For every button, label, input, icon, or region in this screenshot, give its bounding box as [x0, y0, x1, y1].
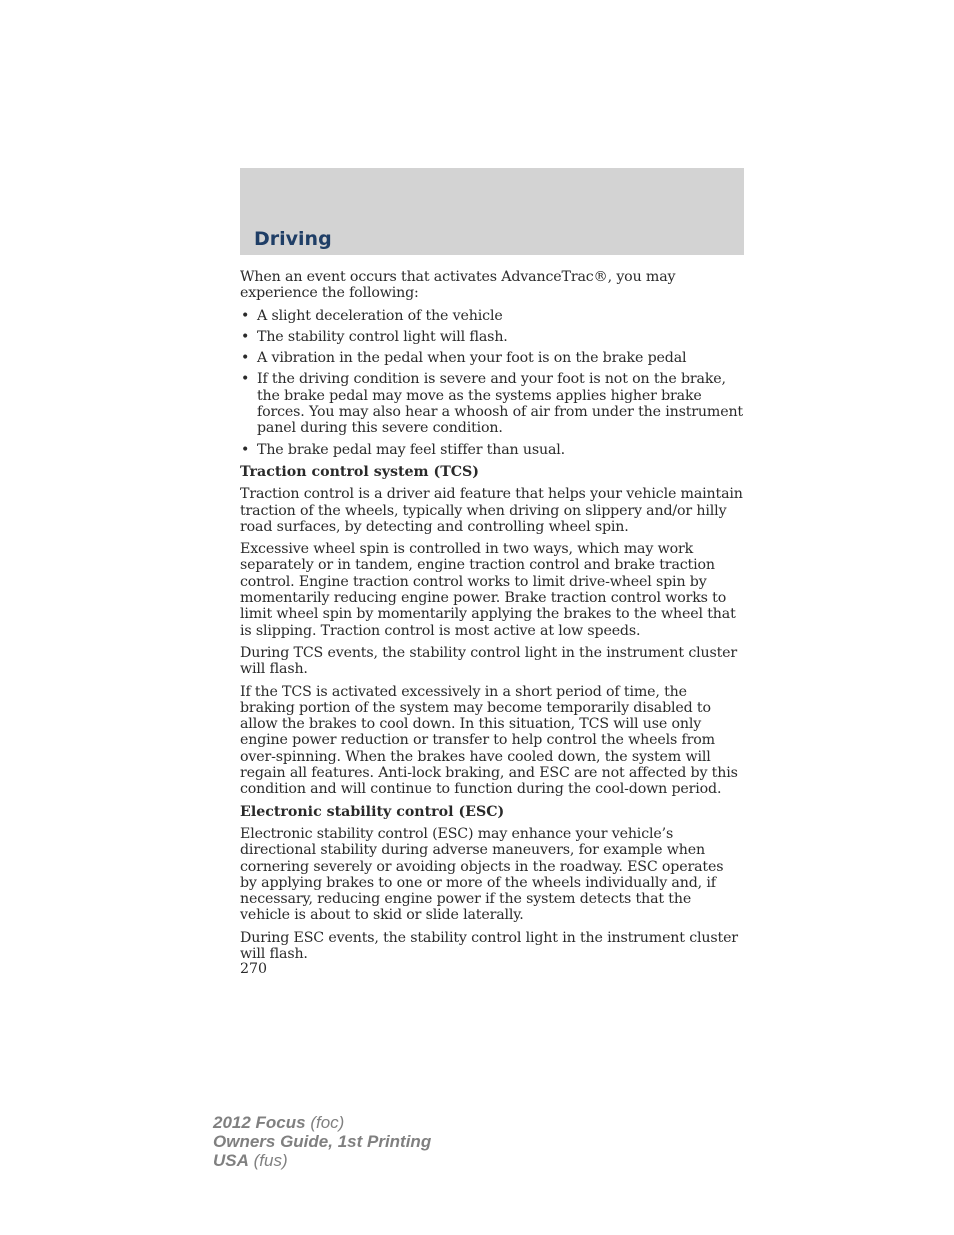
list-item: • A slight deceleration of the vehicle: [241, 307, 503, 324]
bullet-icon: •: [241, 307, 250, 324]
esc-paragraph: Electronic stability control (ESC) may enhance your vehicle’s directional stability during adverse maneuvers, for example when cornering severely or avoiding objects in the roadway. ESC operates by applying brakes to one or more of the wheels individually and, if necessary, reducing engine power if the system detects that the vehicle is about to skid or slide laterally.: [240, 825, 724, 924]
tcs-heading: Traction control system (TCS): [240, 463, 479, 480]
tcs-paragraph: Excessive wheel spin is controlled in two ways, which may work separately or in tandem, engine traction control and brake traction control. Engine traction control works to limit drive-wheel spin by momentarily reducing engine power. Brake traction control works to limit wheel spin by momentarily applying the brakes to the wheel that is slipping. Traction control is most active at low speeds.: [240, 541, 736, 639]
tcs-paragraph: During TCS events, the stability control light in the instrument cluster will flash.: [240, 644, 738, 678]
tcs-paragraph: If the TCS is activated excessively in a short period of time, the braking portion of the system may become temporarily disabled to allow the brakes to cool down. In this situation, TCS will use only engine power reduction or transfer to help control the wheels from over-spinning. When the brakes have cooled down, the system will regain all features. Anti-lock braking, and ESC are not affected by this condition and will continue to function during the cool-down period.: [240, 683, 738, 798]
document-footer: [213, 1113, 431, 1170]
intro-paragraph: When an event occurs that activates AdvanceTrac®, you may experience the following:: [240, 269, 676, 302]
tcs-paragraph: Traction control is a driver aid feature that helps your vehicle maintain traction of the wheels, typically when driving on slippery and/or hilly road surfaces, by detecting and controlling wheel spin.: [240, 486, 743, 535]
bullet-icon: •: [241, 350, 250, 367]
effects-list: [240, 308, 744, 458]
list-item: • The stability control light will flash.: [241, 328, 508, 345]
esc-paragraph: During ESC events, the stability control light in the instrument cluster will flash.: [240, 929, 738, 962]
bullet-icon: •: [241, 328, 250, 345]
page-number: 270: [240, 961, 268, 977]
bullet-icon: •: [241, 371, 250, 388]
section-header-band: [240, 168, 744, 255]
list-item: • If the driving condition is severe and your foot is not on the brake, the brake pedal may move as the systems applies higher brake forces. You may also hear a whoosh of air from under the instrument panel during this severe condition.: [241, 371, 743, 437]
bullet-icon: •: [241, 441, 250, 458]
page-content: [240, 269, 744, 968]
section-title: Driving: [254, 228, 332, 250]
list-item: • A vibration in the pedal when your foot is on the brake pedal: [241, 350, 687, 367]
list-item: • The brake pedal may feel stiffer than usual.: [241, 441, 566, 458]
footer-line: Owners Guide, 1st Printing: [213, 1132, 432, 1151]
esc-heading: Electronic stability control (ESC): [240, 803, 505, 820]
footer-line: USA (fus): [213, 1151, 288, 1170]
footer-line: 2012 Focus (foc): [213, 1113, 345, 1132]
